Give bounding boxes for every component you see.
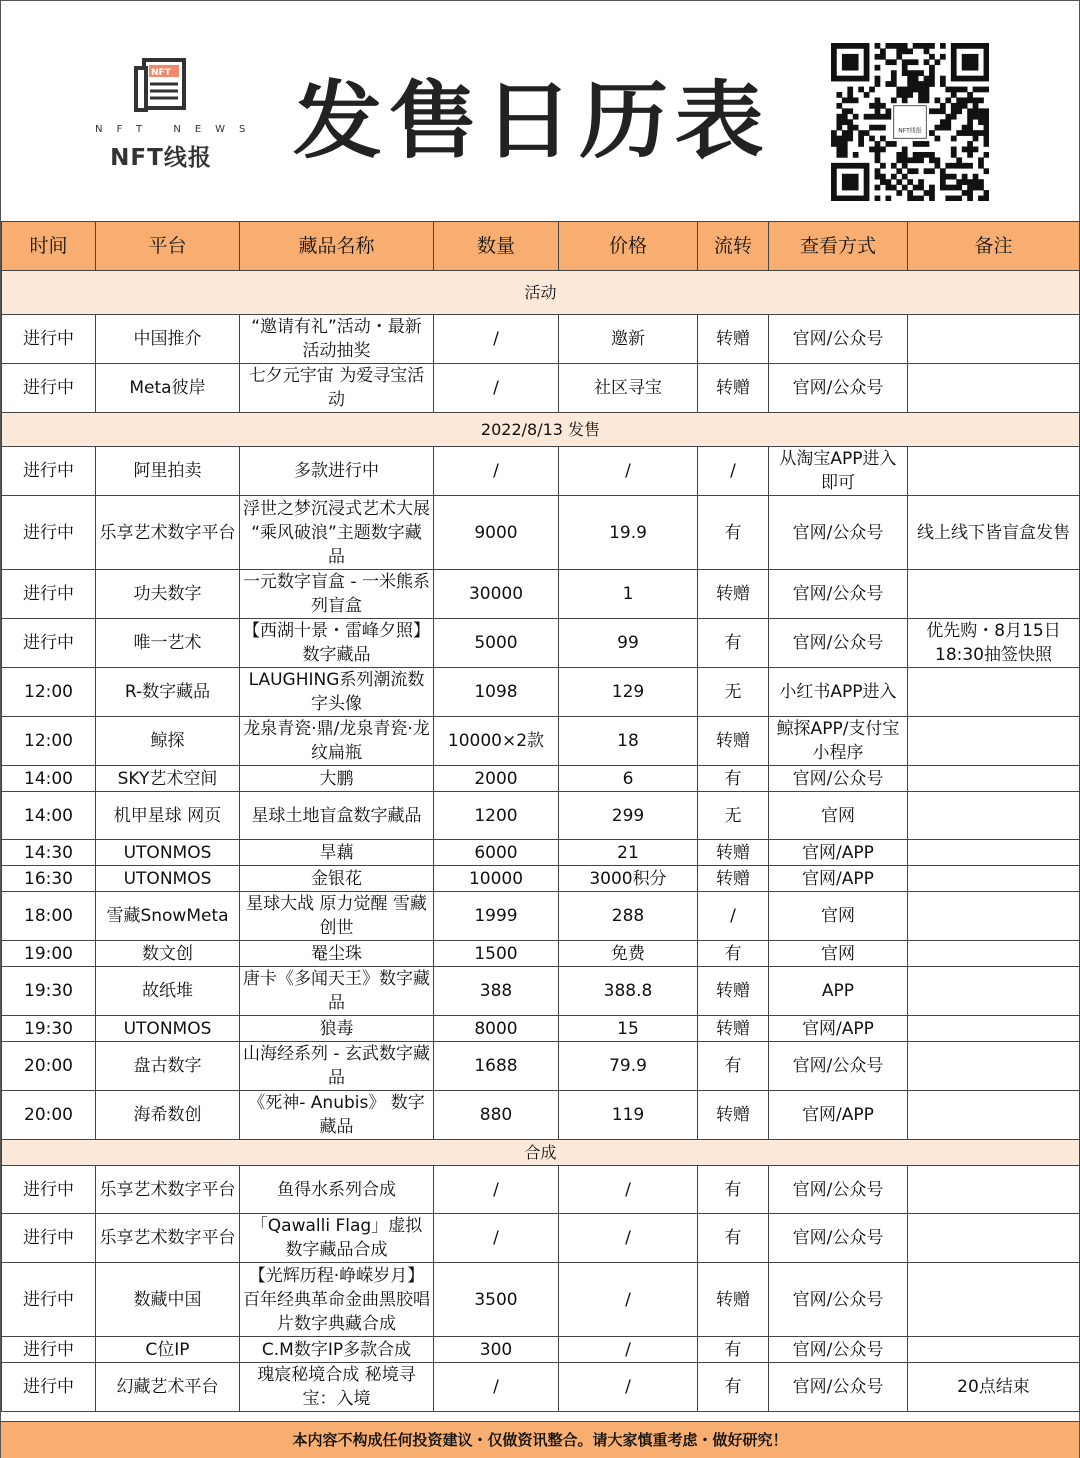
table-cell: LAUGHING系列潮流数字头像 [240,668,434,717]
table-cell [908,1166,1080,1214]
table-cell: 转赠 [698,570,769,619]
table-cell: 官网/公众号 [769,1166,908,1214]
table-row [2,792,1080,840]
table-cell: 有 [698,1042,769,1091]
table-cell [908,1042,1080,1091]
table-cell: 乐享艺术数字平台 [96,1166,240,1214]
table-cell: 进行中 [2,1363,96,1412]
table-cell [908,717,1080,766]
table-cell: 官网/公众号 [769,619,908,668]
table-row [2,447,1080,496]
table-cell: / [559,1166,698,1214]
table-cell: 299 [559,792,698,840]
table-row [2,866,1080,892]
column-header: 备注 [908,222,1080,271]
table-cell: / [698,892,769,941]
table-cell [908,1263,1080,1337]
table-cell: 进行中 [2,1214,96,1263]
table-cell: 有 [698,1337,769,1363]
table-row [2,941,1080,967]
table-cell: 官网/公众号 [769,315,908,364]
table-cell: 转赠 [698,717,769,766]
table-cell: 七夕元宇宙 为爱寻宝活动 [240,364,434,413]
table-cell: APP [769,967,908,1016]
table-cell [908,792,1080,840]
table-cell: 20点结束 [908,1363,1080,1412]
table-cell: 5000 [434,619,559,668]
table-cell: 转赠 [698,315,769,364]
table-cell: 乐享艺术数字平台 [96,496,240,570]
table-cell: “邀请有礼”活动・最新活动抽奖 [240,315,434,364]
table-cell: UTONMOS [96,1016,240,1042]
table-cell: / [434,1214,559,1263]
table-cell: 10000×2款 [434,717,559,766]
section-label: 活动 [2,271,1080,315]
logo-badge-text: NFT [151,68,171,78]
table-cell: 多款进行中 [240,447,434,496]
table-cell: 官网/APP [769,866,908,892]
table-cell: 30000 [434,570,559,619]
table-cell: / [559,1337,698,1363]
table-cell: 官网/APP [769,840,908,866]
table-cell: 《死神- Anubis》 数字藏品 [240,1091,434,1140]
table-cell: 鲸探 [96,717,240,766]
table-cell: 19:00 [2,941,96,967]
table-cell: 鲸探APP/支付宝小程序 [769,717,908,766]
table-cell: 【光辉历程·峥嵘岁月】百年经典革命金曲黑胶唱片数字典藏合成 [240,1263,434,1337]
section-label: 2022/8/13 发售 [2,413,1080,447]
table-cell: 12:00 [2,668,96,717]
table-cell [908,364,1080,413]
table-cell: / [434,315,559,364]
table-cell: 鱼得水系列合成 [240,1166,434,1214]
column-header: 藏品名称 [240,222,434,271]
table-cell: 99 [559,619,698,668]
page-header [1,1,1079,221]
table-cell: 中国推介 [96,315,240,364]
table-cell [908,668,1080,717]
table-cell: 无 [698,668,769,717]
table-cell: 龙泉青瓷·鼎/龙泉青瓷·龙纹扁瓶 [240,717,434,766]
table-row [2,1016,1080,1042]
table-cell: 10000 [434,866,559,892]
table-cell: 进行中 [2,619,96,668]
section-row [2,413,1080,447]
table-cell: 1098 [434,668,559,717]
table-cell: 进行中 [2,315,96,364]
table-cell: 388 [434,967,559,1016]
section-row [2,1140,1080,1166]
table-cell: 山海经系列 - 玄武数字藏品 [240,1042,434,1091]
column-header: 价格 [559,222,698,271]
nft-news-logo [81,56,260,186]
table-row [2,1042,1080,1091]
table-cell: / [559,447,698,496]
table-cell: 线上线下皆盲盒发售 [908,496,1080,570]
table-cell: SKY艺术空间 [96,766,240,792]
table-cell: 有 [698,1166,769,1214]
table-cell: 进行中 [2,447,96,496]
table-cell: / [434,1166,559,1214]
table-cell: 「Qawalli Flag」虚拟数字藏品合成 [240,1214,434,1263]
table-header [2,222,1080,271]
qr-caption: NFT线报 [898,127,922,135]
table-cell: 狼毒 [240,1016,434,1042]
disclaimer-footer: 本内容不构成任何投资建议・仅做资讯整合。请大家慎重考虑・做好研究！ [1,1421,1079,1458]
table-cell: 转赠 [698,364,769,413]
table-cell: 官网/公众号 [769,570,908,619]
table-cell: 盘古数字 [96,1042,240,1091]
table-row [2,1091,1080,1140]
table-cell: 1999 [434,892,559,941]
table-cell: 6 [559,766,698,792]
table-cell: 进行中 [2,570,96,619]
table-cell: / [559,1363,698,1412]
table-cell: 有 [698,619,769,668]
table-cell: UTONMOS [96,840,240,866]
table-cell: 唐卡《多闻天王》数字藏品 [240,967,434,1016]
table-cell: 转赠 [698,1016,769,1042]
table-cell: 6000 [434,840,559,866]
table-cell: 18 [559,717,698,766]
table-cell: 19:30 [2,967,96,1016]
table-cell: 有 [698,496,769,570]
table-cell: 880 [434,1091,559,1140]
table-cell [908,766,1080,792]
table-cell: 3500 [434,1263,559,1337]
table-cell: 进行中 [2,1263,96,1337]
table-cell: 有 [698,1363,769,1412]
table-cell: / [434,364,559,413]
table-cell: 官网/公众号 [769,1363,908,1412]
table-cell: 119 [559,1091,698,1140]
table-row [2,967,1080,1016]
table-cell: / [559,1214,698,1263]
table-cell [908,967,1080,1016]
table-cell [908,840,1080,866]
table-cell: 14:00 [2,766,96,792]
table-cell: 有 [698,1214,769,1263]
table-cell: 官网 [769,941,908,967]
table-cell: 官网 [769,792,908,840]
table-cell: 288 [559,892,698,941]
table-cell: 阿里拍卖 [96,447,240,496]
table-cell: 进行中 [2,1166,96,1214]
table-cell: C位IP [96,1337,240,1363]
table-cell [908,447,1080,496]
table-row [2,668,1080,717]
table-cell: 官网/公众号 [769,496,908,570]
table-cell: 1688 [434,1042,559,1091]
table-cell: 邀新 [559,315,698,364]
table-cell: 大鹏 [240,766,434,792]
table-cell: 机甲星球 网页 [96,792,240,840]
table-cell: 官网/公众号 [769,1214,908,1263]
table-cell: 功夫数字 [96,570,240,619]
table-cell: 有 [698,766,769,792]
table-cell: 海希数创 [96,1091,240,1140]
table-cell: / [559,1263,698,1337]
table-row [2,1166,1080,1214]
table-cell: 社区寻宝 [559,364,698,413]
table-cell: 14:30 [2,840,96,866]
table-cell [908,1337,1080,1363]
table-cell: 9000 [434,496,559,570]
table-cell: 官网/公众号 [769,1263,908,1337]
table-cell: 20:00 [2,1042,96,1091]
table-cell: 19.9 [559,496,698,570]
table-cell: 星球大战 原力觉醒 雪藏创世 [240,892,434,941]
table-cell: 幻藏艺术平台 [96,1363,240,1412]
table-row [2,315,1080,364]
table-row [2,766,1080,792]
table-row [2,619,1080,668]
table-cell: 数文创 [96,941,240,967]
table-cell: 转赠 [698,840,769,866]
table-cell: 3000积分 [559,866,698,892]
table-cell [908,941,1080,967]
table-cell [908,866,1080,892]
column-header: 数量 [434,222,559,271]
table-row [2,1337,1080,1363]
table-cell: 官网/APP [769,1016,908,1042]
table-cell: 数藏中国 [96,1263,240,1337]
table-cell: 1200 [434,792,559,840]
table-cell: 优先购・8月15日18:30抽签快照 [908,619,1080,668]
table-cell: 转赠 [698,967,769,1016]
table-cell: 1500 [434,941,559,967]
table-cell: 一元数字盲盒 - 一米熊系列盲盒 [240,570,434,619]
table-row [2,1363,1080,1412]
table-cell: 转赠 [698,1263,769,1337]
table-cell: 雪藏SnowMeta [96,892,240,941]
table-cell: 300 [434,1337,559,1363]
logo-subtitle: NFT NEWS [95,124,260,135]
table-cell: 免费 [559,941,698,967]
table-cell: 【西湖十景・雷峰夕照】数字藏品 [240,619,434,668]
table-cell: 14:00 [2,792,96,840]
table-cell: 罨尘珠 [240,941,434,967]
table-row [2,840,1080,866]
column-header: 时间 [2,222,96,271]
table-cell: 1 [559,570,698,619]
table-cell [908,892,1080,941]
table-cell: 129 [559,668,698,717]
table-cell: C.M数字IP多款合成 [240,1337,434,1363]
table-cell: 无 [698,792,769,840]
table-cell: 官网/公众号 [769,1042,908,1091]
table-cell [908,315,1080,364]
section-label: 合成 [2,1140,1080,1166]
table-cell: 21 [559,840,698,866]
newspaper-icon [132,56,190,114]
table-cell: 官网 [769,892,908,941]
table-cell [908,1214,1080,1263]
table-cell: 故纸堆 [96,967,240,1016]
logo-name: NFT线报 [110,145,212,171]
table-row [2,717,1080,766]
column-header: 平台 [96,222,240,271]
table-cell: 转赠 [698,1091,769,1140]
table-cell: 8000 [434,1016,559,1042]
table-cell: / [434,447,559,496]
table-cell: R-数字藏品 [96,668,240,717]
table-cell: 有 [698,941,769,967]
table-cell: 官网/公众号 [769,766,908,792]
table-cell: UTONMOS [96,866,240,892]
table-cell: 官网/公众号 [769,364,908,413]
table-cell: Meta彼岸 [96,364,240,413]
table-cell: 18:00 [2,892,96,941]
release-calendar-table [1,221,1080,1412]
column-header: 流转 [698,222,769,271]
table-cell: 官网/公众号 [769,1337,908,1363]
table-row [2,364,1080,413]
table-cell: 金银花 [240,866,434,892]
table-cell [908,1091,1080,1140]
table-cell: 从淘宝APP进入即可 [769,447,908,496]
table-cell: 16:30 [2,866,96,892]
table-cell: 转赠 [698,866,769,892]
table-cell: 进行中 [2,364,96,413]
table-cell: 19:30 [2,1016,96,1042]
table-cell: 小红书APP进入 [769,668,908,717]
table-cell [908,1016,1080,1042]
table-cell: 进行中 [2,496,96,570]
table-cell: 388.8 [559,967,698,1016]
table-cell [908,570,1080,619]
table-row [2,570,1080,619]
table-row [2,496,1080,570]
table-cell: 乐享艺术数字平台 [96,1214,240,1263]
table-cell: 进行中 [2,1337,96,1363]
table-cell: 瑰宸秘境合成 秘境寻宝：入境 [240,1363,434,1412]
table-cell: 旱藕 [240,840,434,866]
table-cell: 官网/APP [769,1091,908,1140]
table-cell: 12:00 [2,717,96,766]
section-row [2,271,1080,315]
table-cell: 2000 [434,766,559,792]
qr-code [831,43,989,201]
table-row [2,1263,1080,1337]
table-cell: 浮世之梦沉浸式艺术大展 “乘风破浪”主题数字藏品 [240,496,434,570]
table-cell: / [434,1363,559,1412]
table-cell: 79.9 [559,1042,698,1091]
table-row [2,1214,1080,1263]
page-title: 发售日历表 [293,72,771,170]
table-cell: 20:00 [2,1091,96,1140]
table-row [2,892,1080,941]
column-header: 查看方式 [769,222,908,271]
table-cell: 15 [559,1016,698,1042]
table-cell: 唯一艺术 [96,619,240,668]
table-cell: / [698,447,769,496]
table-cell: 星球土地盲盒数字藏品 [240,792,434,840]
